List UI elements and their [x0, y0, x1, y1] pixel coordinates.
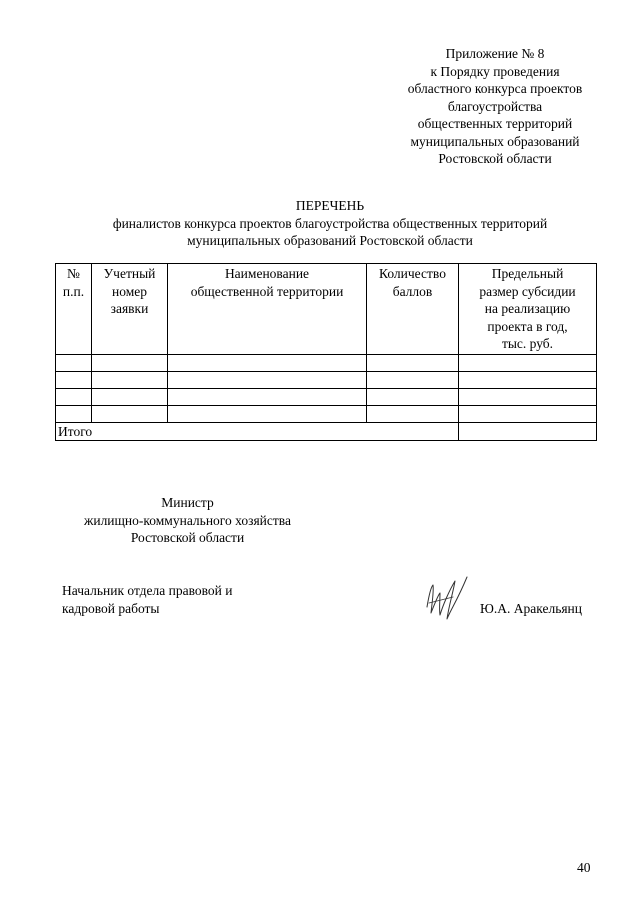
table-cell — [367, 354, 459, 371]
table-cell — [56, 354, 92, 371]
table-cell — [56, 371, 92, 388]
header-application-number: Учетный номер заявки — [92, 264, 168, 355]
table-cell — [459, 371, 597, 388]
appendix-line: Приложение № 8 — [445, 46, 545, 61]
table-cell — [459, 405, 597, 422]
table-cell — [56, 405, 92, 422]
finalists-table — [55, 263, 597, 441]
appendix-note — [390, 45, 600, 168]
title-line: финалистов конкурса проектов благоустройства общественных территорий — [112, 215, 548, 231]
document-title — [40, 197, 620, 250]
table-cell — [168, 371, 367, 388]
total-value — [459, 422, 597, 441]
signatory-position — [62, 582, 322, 617]
table-cell — [367, 371, 459, 388]
table-header-row — [56, 264, 597, 355]
table-cell — [92, 388, 168, 405]
appendix-line: муниципальных образований — [410, 133, 580, 149]
header-territory-name: Наименование общественной территории — [168, 264, 367, 355]
table-cell — [459, 354, 597, 371]
appendix-line: к Порядку проведения — [430, 63, 560, 79]
signatory-name: Ю.А. Аракельянц — [480, 601, 583, 616]
minister-line: жилищно-коммунального хозяйства — [84, 512, 291, 528]
minister-block — [60, 494, 315, 547]
title-line: муниципальных образований Ростовской области — [187, 233, 473, 248]
appendix-line: Ростовской области — [438, 151, 552, 166]
table-cell — [56, 388, 92, 405]
page-number: 40 — [577, 860, 591, 875]
table-cell — [92, 405, 168, 422]
table-row — [56, 371, 597, 388]
position-line: кадровой работы — [62, 600, 160, 616]
appendix-line: областного конкурса проектов — [407, 81, 583, 96]
table-cell — [168, 354, 367, 371]
appendix-line: благоустройства — [447, 98, 543, 114]
table-row — [56, 388, 597, 405]
handwritten-signature — [423, 573, 471, 623]
table-total-row — [56, 422, 597, 441]
table-row — [56, 405, 597, 422]
table-cell — [459, 388, 597, 405]
header-score: Количество баллов — [367, 264, 459, 355]
header-number: № п.п. — [56, 264, 92, 355]
total-label: Итого — [56, 422, 459, 441]
position-line: Начальник отдела правовой и — [62, 583, 233, 598]
title-heading: ПЕРЕЧЕНЬ — [295, 198, 365, 213]
appendix-line: общественных территорий — [417, 116, 573, 131]
table-cell — [168, 405, 367, 422]
table-row — [56, 354, 597, 371]
table-cell — [92, 371, 168, 388]
table-cell — [92, 354, 168, 371]
table-cell — [168, 388, 367, 405]
table-cell — [367, 405, 459, 422]
table-cell — [367, 388, 459, 405]
minister-line: Министр — [161, 495, 214, 510]
header-subsidy: Предельный размер субсидии на реализацию проекта в год, тыс. руб. — [459, 264, 597, 355]
minister-line: Ростовской области — [130, 530, 245, 545]
